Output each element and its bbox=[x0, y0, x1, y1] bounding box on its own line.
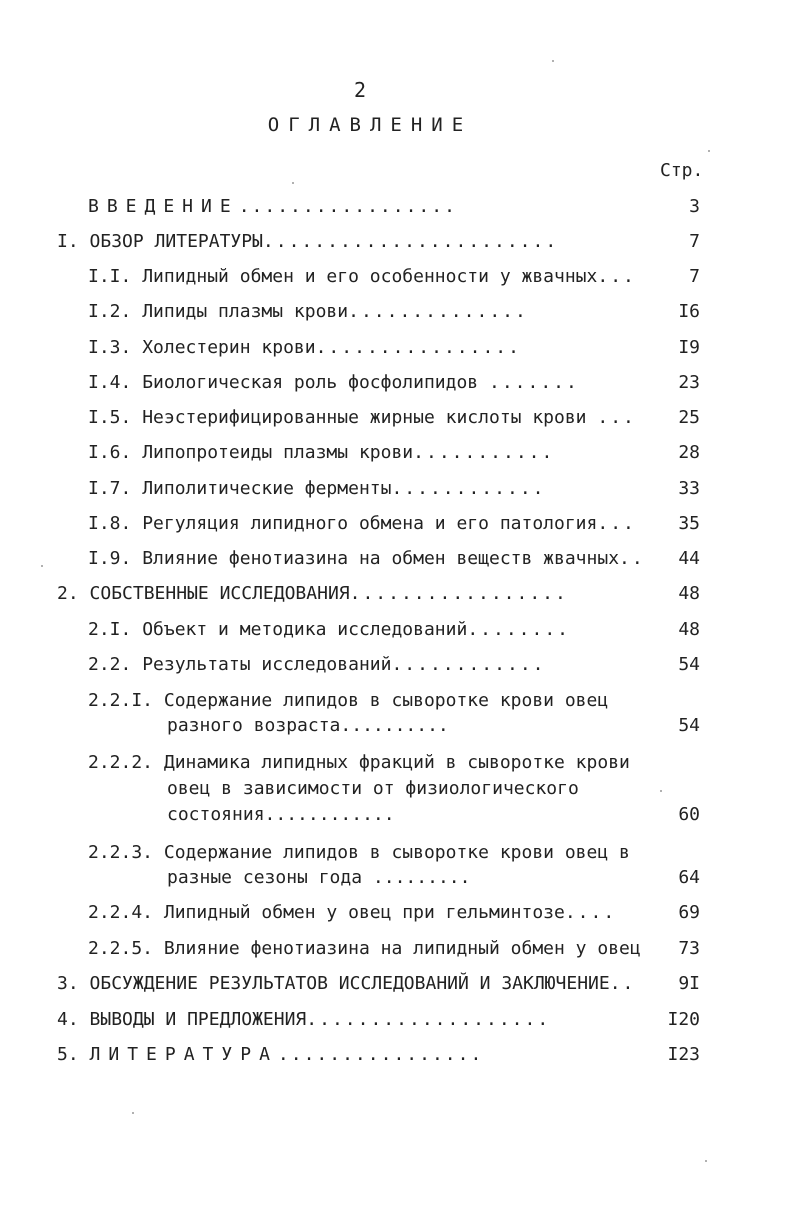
scan-speck bbox=[132, 1112, 134, 1114]
toc-entry-section bbox=[88, 511, 636, 537]
toc-page-ref: I23 bbox=[667, 1044, 700, 1065]
page-number: 2 bbox=[353, 78, 367, 102]
toc-entry-title-cont: овец в зависимости от физиологического bbox=[167, 778, 579, 799]
toc-entry-title: ОБЗОР ЛИТЕРАТУРЫ bbox=[89, 231, 263, 252]
toc-entry-title-cont: разного возраста bbox=[167, 715, 341, 736]
toc-entry-number: I.7. bbox=[88, 478, 132, 499]
toc-page-ref: 54 bbox=[678, 654, 700, 675]
scan-speck bbox=[41, 565, 43, 567]
toc-leader-dots: ....................... bbox=[262, 231, 559, 252]
toc-entry-number: I.I. bbox=[88, 266, 132, 287]
toc-entry-subsection bbox=[88, 840, 630, 866]
toc-entry-number: 2.2.3. bbox=[88, 842, 154, 863]
toc-entry-chapter bbox=[57, 1007, 550, 1033]
toc-entry-subsection bbox=[88, 900, 616, 926]
toc-page-ref: 44 bbox=[678, 548, 700, 569]
toc-entry-title: СОБСТВЕННЫЕ ИССЛЕДОВАНИЯ bbox=[89, 583, 350, 604]
toc-entry-title: Липидный обмен у овец при гельминтозе bbox=[163, 902, 565, 923]
toc-leader-dots: ............ bbox=[391, 478, 546, 499]
toc-entry-number: I. bbox=[57, 231, 79, 252]
toc-leader-dots: ... bbox=[597, 266, 636, 287]
toc-entry-number: 5. bbox=[57, 1044, 79, 1065]
toc-entry-title: ЛИТЕРАТУРА bbox=[89, 1044, 278, 1065]
toc-entry-continuation bbox=[167, 865, 470, 891]
toc-page-ref: 64 bbox=[678, 867, 700, 888]
scan-speck bbox=[660, 790, 662, 792]
toc-entry-section bbox=[88, 405, 636, 431]
toc-entry-subsection bbox=[88, 936, 641, 962]
scan-speck bbox=[292, 182, 294, 184]
toc-entry-title: ОБСУЖДЕНИЕ РЕЗУЛЬТАТОВ ИССЛЕДОВАНИЙ И ЗАКЛЮЧЕНИЕ bbox=[89, 973, 610, 994]
toc-entry-title: Объект и методика исследований bbox=[142, 619, 468, 640]
toc-entry-title: Содержание липидов в сыворотке крови овец bbox=[163, 690, 609, 711]
toc-leader-dots: ... bbox=[597, 513, 636, 534]
page-title: ОГЛАВЛЕНИЕ bbox=[267, 114, 473, 136]
toc-entry-title: Результаты исследований bbox=[142, 654, 392, 675]
toc-leader-dots: ......... bbox=[372, 867, 471, 888]
toc-page-ref: 33 bbox=[678, 478, 700, 499]
toc-entry-title: Влияние фенотиазина на липидный обмен у овец bbox=[163, 938, 641, 959]
toc-page-ref: 23 bbox=[678, 372, 700, 393]
toc-entry-title: Липолитические ферменты bbox=[142, 478, 392, 499]
toc-page-ref: 7 bbox=[689, 231, 700, 252]
toc-entry-number: I.9. bbox=[88, 548, 132, 569]
toc-entry-number: 2.2.5. bbox=[88, 938, 154, 959]
toc-entry-subsection bbox=[88, 750, 630, 776]
toc-entry-number: I.5. bbox=[88, 407, 132, 428]
toc-entry-number: I.2. bbox=[88, 301, 132, 322]
toc-leader-dots: ........ bbox=[467, 619, 571, 640]
toc-page-ref: 73 bbox=[678, 938, 700, 959]
toc-entry-title: Динамика липидных фракций в сыворотке крови bbox=[163, 752, 630, 773]
toc-entry-continuation bbox=[167, 776, 579, 802]
toc-entry-number: I.3. bbox=[88, 337, 132, 358]
toc-entry-number: 2.2.2. bbox=[88, 752, 154, 773]
toc-page-ref: I6 bbox=[678, 301, 700, 322]
toc-page-ref: 3 bbox=[689, 196, 700, 217]
toc-leader-dots: ................ bbox=[277, 1044, 484, 1065]
scan-speck bbox=[708, 150, 710, 152]
toc-entry-title: Неэстерифицированные жирные кислоты крови bbox=[142, 407, 587, 428]
toc-leader-dots: ............ bbox=[391, 654, 546, 675]
toc-page-ref: 25 bbox=[678, 407, 700, 428]
toc-entry-section bbox=[88, 299, 528, 325]
toc-page-ref: 54 bbox=[678, 715, 700, 736]
toc-leader-dots: ................... bbox=[306, 1009, 551, 1030]
toc-entry-section bbox=[88, 370, 579, 396]
toc-entry-section bbox=[88, 617, 570, 643]
toc-entry-section bbox=[88, 546, 645, 572]
toc-entry-section bbox=[88, 264, 636, 290]
toc-entry-title: Биологическая роль фосфолипидов bbox=[142, 372, 479, 393]
toc-page-ref: 48 bbox=[678, 583, 700, 604]
toc-page-ref: 28 bbox=[678, 442, 700, 463]
toc-entry-subsection bbox=[88, 688, 608, 714]
scan-speck bbox=[705, 1160, 707, 1162]
toc-entry-title: Влияние фенотиазина на обмен веществ жвачных bbox=[142, 548, 620, 569]
toc-leader-dots: ................. bbox=[238, 196, 457, 217]
toc-leader-dots: ... bbox=[597, 407, 636, 428]
toc-entry-title-cont: разные сезоны года bbox=[167, 867, 363, 888]
toc-entry-section bbox=[88, 476, 546, 502]
toc-entry-chapter bbox=[57, 1042, 483, 1068]
toc-entry-title: Регуляция липидного обмена и его патология bbox=[142, 513, 598, 534]
toc-entry-section bbox=[88, 335, 521, 361]
toc-entry-title: Содержание липидов в сыворотке крови овец в bbox=[163, 842, 630, 863]
toc-entry-title: Липиды плазмы крови bbox=[142, 301, 349, 322]
toc-entry-number: 4. bbox=[57, 1009, 79, 1030]
toc-leader-dots: ....... bbox=[489, 372, 579, 393]
toc-entry-title: Холестерин крови bbox=[142, 337, 316, 358]
toc-page-ref: I20 bbox=[667, 1009, 700, 1030]
toc-entry-number: 3. bbox=[57, 973, 79, 994]
toc-leader-dots: ................. bbox=[349, 583, 568, 604]
toc-page-ref: 69 bbox=[678, 902, 700, 923]
toc-page-ref: 7 bbox=[689, 266, 700, 287]
toc-leader-dots: .......... bbox=[340, 715, 449, 736]
toc-entry-number: 2.2.I. bbox=[88, 690, 154, 711]
toc-entry-section bbox=[88, 652, 546, 678]
toc-page-ref: 48 bbox=[678, 619, 700, 640]
toc-entry-number: 2.I. bbox=[88, 619, 132, 640]
toc-entry-title: Липидный обмен и его особенности у жвачных bbox=[142, 266, 598, 287]
toc-entry-title-cont: состояния bbox=[167, 804, 265, 825]
scan-speck bbox=[552, 60, 554, 62]
toc-page-ref: I9 bbox=[678, 337, 700, 358]
toc-entry-chapter bbox=[57, 581, 568, 607]
toc-entry-section bbox=[88, 440, 554, 466]
toc-page-ref: 35 bbox=[678, 513, 700, 534]
toc-page-ref: 60 bbox=[678, 804, 700, 825]
toc-leader-dots: .... bbox=[564, 902, 617, 923]
toc-entry-continuation bbox=[167, 713, 449, 739]
toc-entry-number: 2.2. bbox=[88, 654, 132, 675]
toc-entry-title: Липопротеиды плазмы крови bbox=[142, 442, 414, 463]
toc-leader-dots: .............. bbox=[348, 301, 528, 322]
toc-entry-chapter bbox=[57, 229, 558, 255]
toc-leader-dots: ........... bbox=[413, 442, 555, 463]
toc-entry-number: I.4. bbox=[88, 372, 132, 393]
toc-entry-number: 2. bbox=[57, 583, 79, 604]
toc-leader-dots: ............ bbox=[264, 804, 395, 825]
toc-leader-dots: ................ bbox=[315, 337, 521, 358]
toc-leader-dots: .. bbox=[619, 548, 645, 569]
page-column-header: Стр. bbox=[660, 160, 704, 181]
toc-entry-continuation bbox=[167, 802, 395, 828]
toc-page-ref: 9I bbox=[678, 973, 700, 994]
toc-entry-number: I.8. bbox=[88, 513, 132, 534]
toc-entry-title: ВЫВОДЫ И ПРЕДЛОЖЕНИЯ bbox=[89, 1009, 307, 1030]
toc-leader-dots: .. bbox=[609, 973, 636, 994]
toc-entry-number: 2.2.4. bbox=[88, 902, 154, 923]
toc-entry-title: ВВЕДЕНИЕ bbox=[88, 196, 239, 217]
toc-entry-chapter bbox=[57, 971, 635, 997]
toc-entry-number: I.6. bbox=[88, 442, 132, 463]
toc-entry-introduction bbox=[88, 194, 457, 220]
